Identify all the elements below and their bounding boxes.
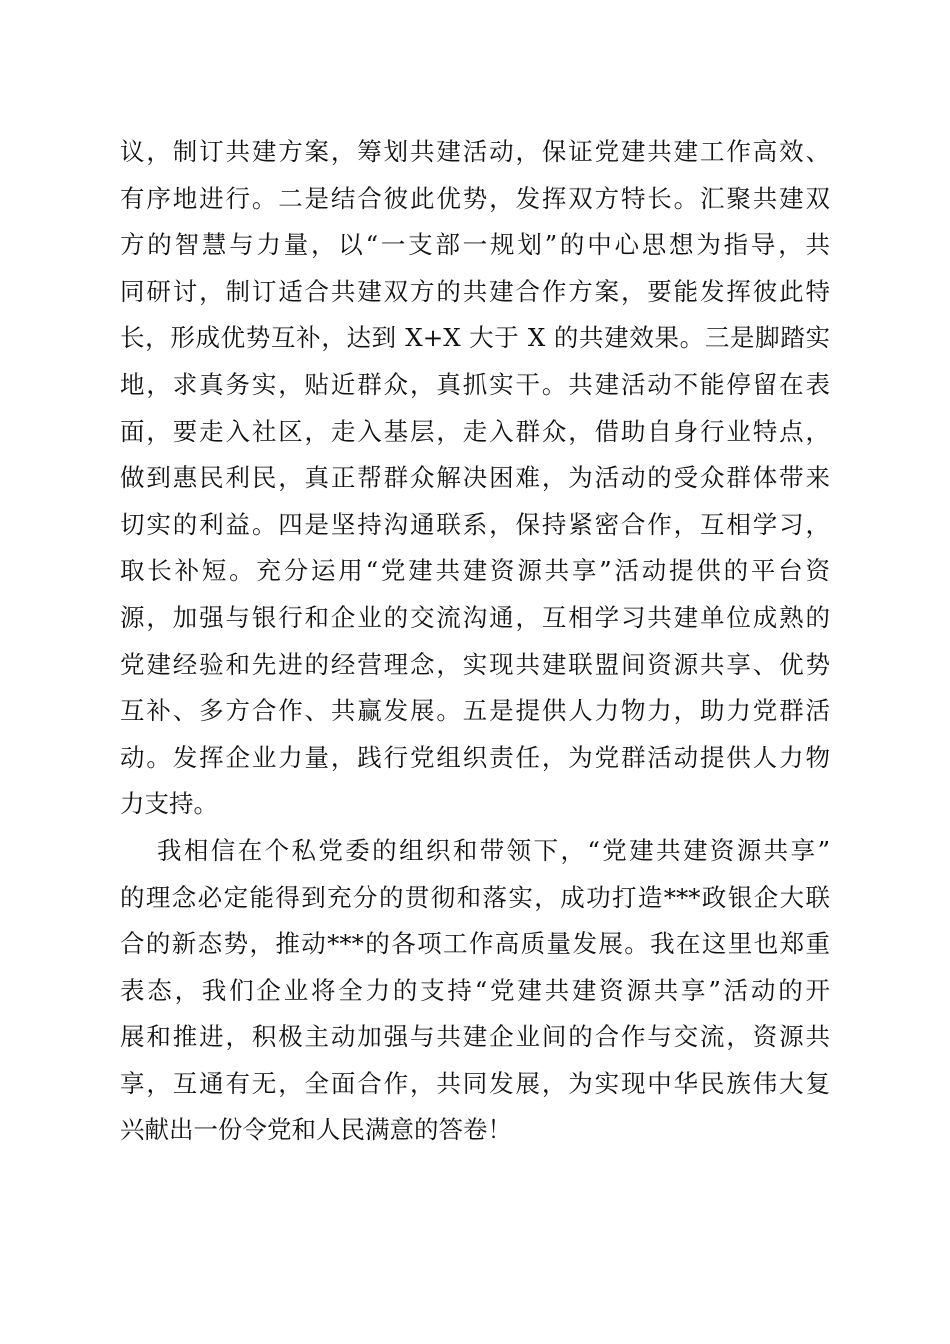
- text-line: 合的新态势，推动***的各项工作高质量发展。我在这里也郑重: [120, 929, 830, 959]
- text-line: 兴献出一份令党和人民满意的答卷！: [120, 1115, 512, 1145]
- text-line: 地，求真务实，贴近群众，真抓实干。共建活动不能停留在表: [120, 369, 830, 399]
- text-line: 长，形成优势互补，达到 X+X 大于 X 的共建效果。三是脚踏实: [120, 323, 830, 353]
- text-line: 展和推进，积极主动加强与共建企业间的合作与交流，资源共: [120, 1022, 830, 1052]
- paragraph-2: [120, 828, 830, 1154]
- text-line: 我相信在个私党委的组织和带领下，“党建共建资源共享”: [157, 835, 830, 865]
- text-line: 同研讨，制订适合共建双方的共建合作方案，要能发挥彼此特: [120, 276, 830, 306]
- text-line: 动。发挥企业力量，践行党组织责任，为党群活动提供人力物: [120, 742, 830, 772]
- text-line: 有序地进行。二是结合彼此优势，发挥双方特长。汇聚共建双: [120, 183, 830, 213]
- text-line: 享，互通有无，全面合作，共同发展，为实现中华民族伟大复: [120, 1068, 830, 1098]
- text-line: 做到惠民利民，真正帮群众解决困难，为活动的受众群体带来: [120, 463, 830, 493]
- document-body: [120, 129, 830, 1154]
- paragraph-1: [120, 129, 830, 828]
- text-line: 党建经验和先进的经营理念，实现共建联盟间资源共享、优势: [120, 649, 830, 679]
- text-line: 力支持。: [120, 789, 218, 819]
- text-line: 的理念必定能得到充分的贯彻和落实，成功打造***政银企大联: [120, 882, 830, 912]
- text-line: 方的智慧与力量，以“一支部一规划”的中心思想为指导，共: [120, 230, 830, 260]
- text-line: 议，制订共建方案，筹划共建活动，保证党建共建工作高效、: [120, 137, 830, 166]
- text-line: 源，加强与银行和企业的交流沟通，互相学习共建单位成熟的: [120, 602, 830, 632]
- text-line: 面，要走入社区，走入基层，走入群众，借助自身行业特点，: [120, 416, 830, 446]
- text-line: 切实的利益。四是坚持沟通联系，保持紧密合作，互相学习，: [120, 509, 830, 539]
- text-line: 互补、多方合作、共赢发展。五是提供人力物力，助力党群活: [120, 696, 830, 726]
- text-line: 表态，我们企业将全力的支持“党建共建资源共享”活动的开: [120, 975, 830, 1005]
- text-line: 取长补短。充分运用“党建共建资源共享”活动提供的平台资: [120, 556, 830, 586]
